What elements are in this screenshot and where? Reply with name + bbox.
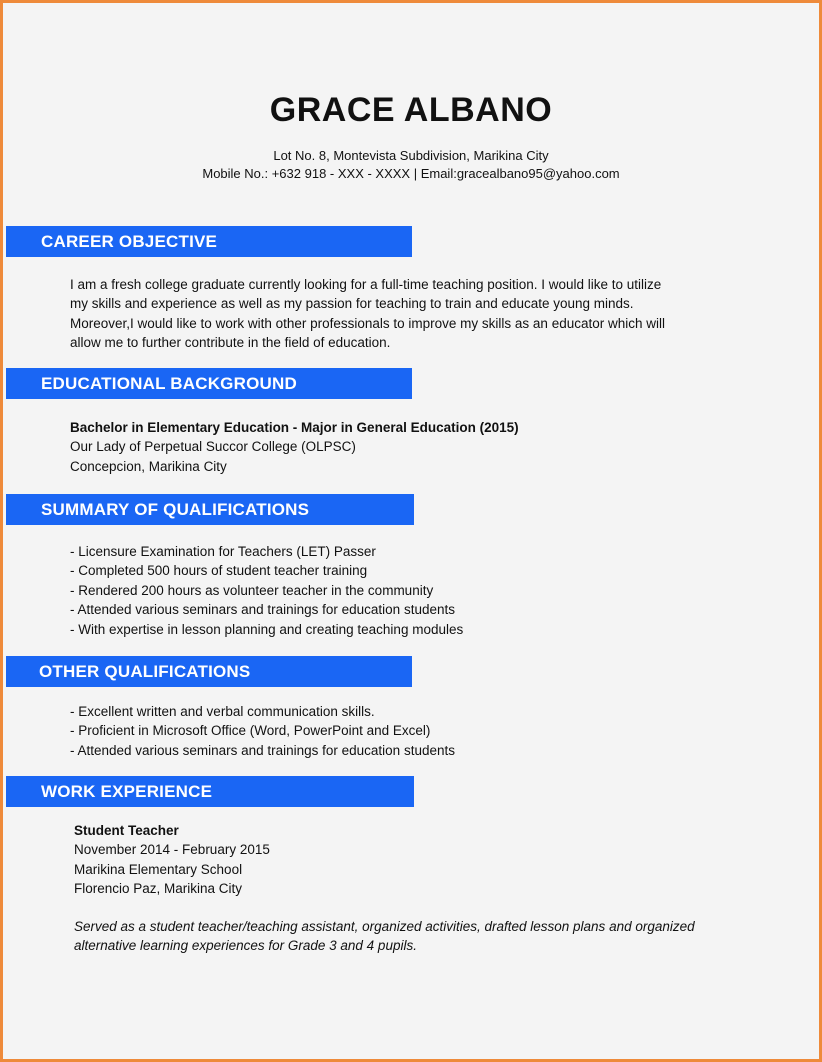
school-name: Our Lady of Perpetual Succor College (OLPSC)	[70, 439, 356, 455]
work-description	[74, 917, 695, 956]
objective-line: allow me to further contribute in the field of education.	[70, 335, 391, 351]
employer-location: Florencio Paz, Marikina City	[74, 881, 243, 897]
other-qualifications-list	[70, 702, 455, 760]
objective-line: Moreover,I would like to work with other professionals to improve my skills as an educator which will	[70, 315, 665, 331]
education-details	[70, 418, 519, 476]
list-item: - With expertise in lesson planning and creating teaching modules	[70, 621, 464, 637]
job-dates: November 2014 - February 2015	[74, 842, 270, 858]
objective-line: my skills and experience as well as my passion for teaching to train and educate young minds.	[70, 296, 634, 312]
employer-name: Marikina Elementary School	[74, 861, 243, 877]
section-header-work-experience: WORK EXPERIENCE	[6, 776, 414, 807]
list-item: - Proficient in Microsoft Office (Word, PowerPoint and Excel)	[70, 723, 431, 739]
list-item: - Rendered 200 hours as volunteer teacher in the community	[70, 582, 434, 598]
list-item: - Attended various seminars and trainings for education students	[70, 602, 455, 618]
list-item: - Attended various seminars and trainings for education students	[70, 742, 455, 758]
section-header-summary: SUMMARY OF QUALIFICATIONS	[6, 494, 414, 525]
list-item: - Licensure Examination for Teachers (LET) Passer	[70, 544, 376, 559]
objective-line: I am a fresh college graduate currently looking for a full-time teaching position. I would like to utilize	[70, 277, 662, 292]
career-objective-text	[70, 275, 665, 353]
address-line: Lot No. 8, Montevista Subdivision, Marikina City	[273, 148, 549, 163]
work-experience-details	[74, 821, 270, 899]
school-location: Concepcion, Marikina City	[70, 458, 227, 474]
list-item: - Completed 500 hours of student teacher training	[70, 563, 368, 579]
phone-email-line: Mobile No.: +632 918 - XXX - XXXX | Email:gracealbano95@yahoo.com	[202, 166, 620, 181]
description-line: Served as a student teacher/teaching assistant, organized activities, drafted lesson plans and organized	[74, 919, 695, 934]
list-item: - Excellent written and verbal communication skills.	[70, 704, 375, 719]
section-header-other-qualifications: OTHER QUALIFICATIONS	[6, 656, 412, 687]
description-line: alternative learning experiences for Grade 3 and 4 pupils.	[74, 938, 417, 954]
job-position: Student Teacher	[74, 823, 179, 838]
section-header-career-objective: CAREER OBJECTIVE	[6, 226, 412, 257]
summary-list	[70, 542, 463, 639]
degree: Bachelor in Elementary Education - Major in General Education (2015)	[70, 420, 519, 435]
section-header-education: EDUCATIONAL BACKGROUND	[6, 368, 412, 399]
applicant-name: GRACE ALBANO	[269, 91, 553, 129]
